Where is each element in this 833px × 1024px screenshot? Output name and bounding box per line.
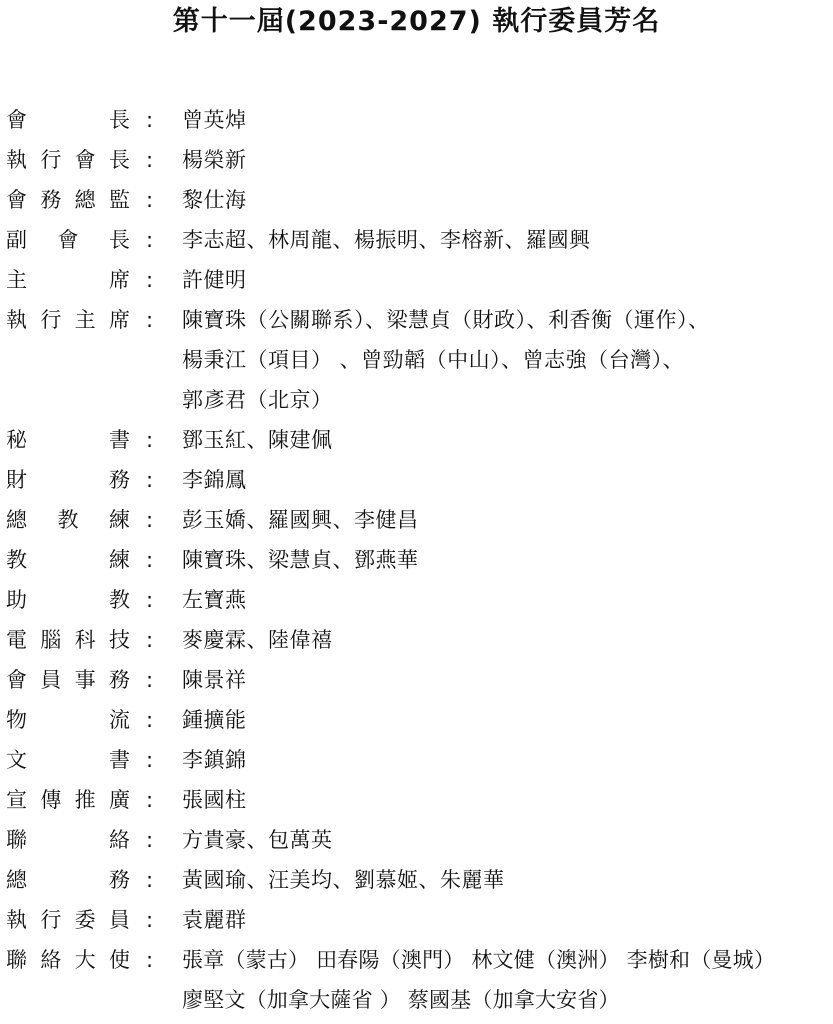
role-char: 助 — [6, 588, 27, 612]
role-char: 總 — [6, 508, 27, 532]
role-colon: : — [146, 908, 154, 932]
role-char: 聯 — [6, 828, 27, 852]
role-char: 席 — [108, 308, 130, 332]
role-colon: : — [146, 828, 154, 852]
role-char: 事 — [74, 668, 96, 692]
role-char: 文 — [6, 748, 27, 772]
role-title — [6, 900, 130, 940]
role-char: 流 — [109, 708, 130, 732]
member-names: 黃國瑜、汪美均、劉慕姬、朱麗華 — [182, 868, 505, 892]
role-char: 副 — [6, 228, 27, 252]
role-char: 財 — [6, 468, 27, 492]
role-colon: : — [146, 148, 154, 172]
role-char: 會 — [6, 668, 27, 692]
roster-row — [0, 100, 833, 140]
roster-row — [0, 700, 833, 740]
roster-row — [0, 500, 833, 540]
role-char: 廣 — [108, 788, 130, 812]
role-char: 監 — [108, 188, 130, 212]
member-names: 許健明 — [182, 268, 247, 292]
roster-row — [0, 860, 833, 900]
role-title — [6, 500, 130, 540]
role-char: 教 — [57, 508, 79, 532]
member-names: 張章（蒙古） 田春陽（澳門） 林文健（澳洲） 李樹和（曼城） — [182, 948, 776, 972]
roster-row — [0, 420, 833, 460]
role-char: 技 — [108, 628, 130, 652]
role-title — [6, 860, 130, 900]
role-colon: : — [146, 748, 154, 772]
role-char: 宣 — [6, 788, 27, 812]
role-char: 科 — [74, 628, 96, 652]
committee-roster — [0, 100, 833, 1020]
roster-row-continuation — [0, 380, 833, 420]
role-char: 書 — [109, 428, 130, 452]
role-char: 使 — [108, 948, 130, 972]
role-title — [6, 460, 130, 500]
role-colon: : — [146, 668, 154, 692]
role-char: 練 — [109, 548, 130, 572]
role-char: 腦 — [40, 628, 62, 652]
role-char: 席 — [109, 268, 130, 292]
role-colon: : — [146, 628, 154, 652]
roster-row — [0, 300, 833, 340]
roster-row — [0, 220, 833, 260]
role-char: 務 — [109, 868, 130, 892]
role-char: 會 — [6, 108, 27, 132]
role-title — [6, 260, 130, 300]
member-names: 彭玉嬌、羅國興、李健昌 — [182, 508, 419, 532]
page-title: 第十一屆(2023-2027) 執行委員芳名 — [172, 6, 661, 37]
role-colon: : — [146, 788, 154, 812]
role-char: 大 — [74, 948, 96, 972]
role-char: 電 — [6, 628, 27, 652]
member-names: 陳寶珠（公關聯系）、梁慧貞（財政）、利香衡（運作）、 — [182, 308, 710, 332]
role-title — [6, 220, 130, 260]
role-colon: : — [146, 228, 154, 252]
role-title — [6, 740, 130, 780]
role-char: 主 — [74, 308, 96, 332]
role-char: 書 — [109, 748, 130, 772]
roster-row — [0, 780, 833, 820]
member-names: 麥慶霖、陸偉禧 — [182, 628, 333, 652]
member-names: 李錦鳳 — [182, 468, 247, 492]
member-names: 左寶燕 — [182, 588, 247, 612]
role-char: 推 — [74, 788, 96, 812]
role-char: 行 — [40, 908, 62, 932]
role-char: 務 — [109, 468, 130, 492]
role-char: 物 — [6, 708, 27, 732]
role-char: 絡 — [40, 948, 62, 972]
role-colon: : — [146, 468, 154, 492]
roster-row — [0, 820, 833, 860]
role-char: 主 — [6, 268, 27, 292]
member-names: 袁麗群 — [182, 908, 247, 932]
roster-row — [0, 620, 833, 660]
role-title — [6, 700, 130, 740]
role-colon: : — [146, 588, 154, 612]
role-colon: : — [146, 548, 154, 572]
role-char: 總 — [6, 868, 27, 892]
role-colon: : — [146, 948, 154, 972]
roster-row — [0, 460, 833, 500]
role-char: 執 — [6, 908, 27, 932]
role-char: 行 — [40, 308, 62, 332]
member-names: 鄧玉紅、陳建佩 — [182, 428, 333, 452]
roster-row — [0, 180, 833, 220]
role-colon: : — [146, 708, 154, 732]
role-title — [6, 100, 130, 140]
roster-row-continuation — [0, 340, 833, 380]
role-char: 長 — [109, 108, 130, 132]
role-title — [6, 140, 130, 180]
member-names: 郭彥君（北京） — [182, 388, 333, 412]
role-char: 長 — [108, 148, 130, 172]
role-char: 練 — [109, 508, 130, 532]
roster-row — [0, 140, 833, 180]
role-char: 絡 — [109, 828, 130, 852]
roster-row — [0, 660, 833, 700]
member-names: 李志超、林周龍、楊振明、李榕新、羅國興 — [182, 228, 591, 252]
member-names: 陳景祥 — [182, 668, 247, 692]
roster-row-continuation — [0, 980, 833, 1020]
role-title — [6, 300, 130, 340]
role-title — [6, 780, 130, 820]
role-char: 員 — [40, 668, 62, 692]
roster-row — [0, 580, 833, 620]
role-char: 執 — [6, 148, 27, 172]
member-names: 張國柱 — [182, 788, 247, 812]
role-char: 長 — [109, 228, 130, 252]
member-names: 楊秉江（項目） 、曾勁韜（中山）、曾志強（台灣）、 — [182, 348, 685, 372]
role-colon: : — [146, 308, 154, 332]
role-char: 總 — [74, 188, 96, 212]
role-title — [6, 940, 130, 980]
role-char: 務 — [108, 668, 130, 692]
roster-row — [0, 260, 833, 300]
roster-row — [0, 740, 833, 780]
role-char: 教 — [109, 588, 130, 612]
member-names: 廖堅文（加拿大薩省 ） 蔡國基（加拿大安省） — [182, 988, 620, 1012]
role-char: 傳 — [40, 788, 62, 812]
role-char: 執 — [6, 308, 27, 332]
role-char: 會 — [57, 228, 79, 252]
role-colon: : — [146, 428, 154, 452]
role-colon: : — [146, 188, 154, 212]
role-char: 委 — [74, 908, 96, 932]
member-names: 鍾擴能 — [182, 708, 247, 732]
role-colon: : — [146, 508, 154, 532]
role-title — [6, 820, 130, 860]
member-names: 曾英焯 — [182, 108, 247, 132]
role-char: 秘 — [6, 428, 27, 452]
role-char: 會 — [6, 188, 27, 212]
role-colon: : — [146, 268, 154, 292]
role-title — [6, 180, 130, 220]
role-title — [6, 540, 130, 580]
roster-row — [0, 940, 833, 980]
role-title — [6, 620, 130, 660]
member-names: 黎仕海 — [182, 188, 247, 212]
member-names: 李鎮錦 — [182, 748, 247, 772]
member-names: 方貴豪、包萬英 — [182, 828, 333, 852]
role-title — [6, 420, 130, 460]
role-colon: : — [146, 868, 154, 892]
role-char: 聯 — [6, 948, 27, 972]
role-title — [6, 660, 130, 700]
role-char: 員 — [108, 908, 130, 932]
role-title — [6, 580, 130, 620]
member-names: 楊榮新 — [182, 148, 247, 172]
roster-row — [0, 540, 833, 580]
role-char: 教 — [6, 548, 27, 572]
role-char: 務 — [40, 188, 62, 212]
role-colon: : — [146, 108, 154, 132]
roster-row — [0, 900, 833, 940]
role-char: 行 — [40, 148, 62, 172]
member-names: 陳寶珠、梁慧貞、鄧燕華 — [182, 548, 419, 572]
role-char: 會 — [74, 148, 96, 172]
